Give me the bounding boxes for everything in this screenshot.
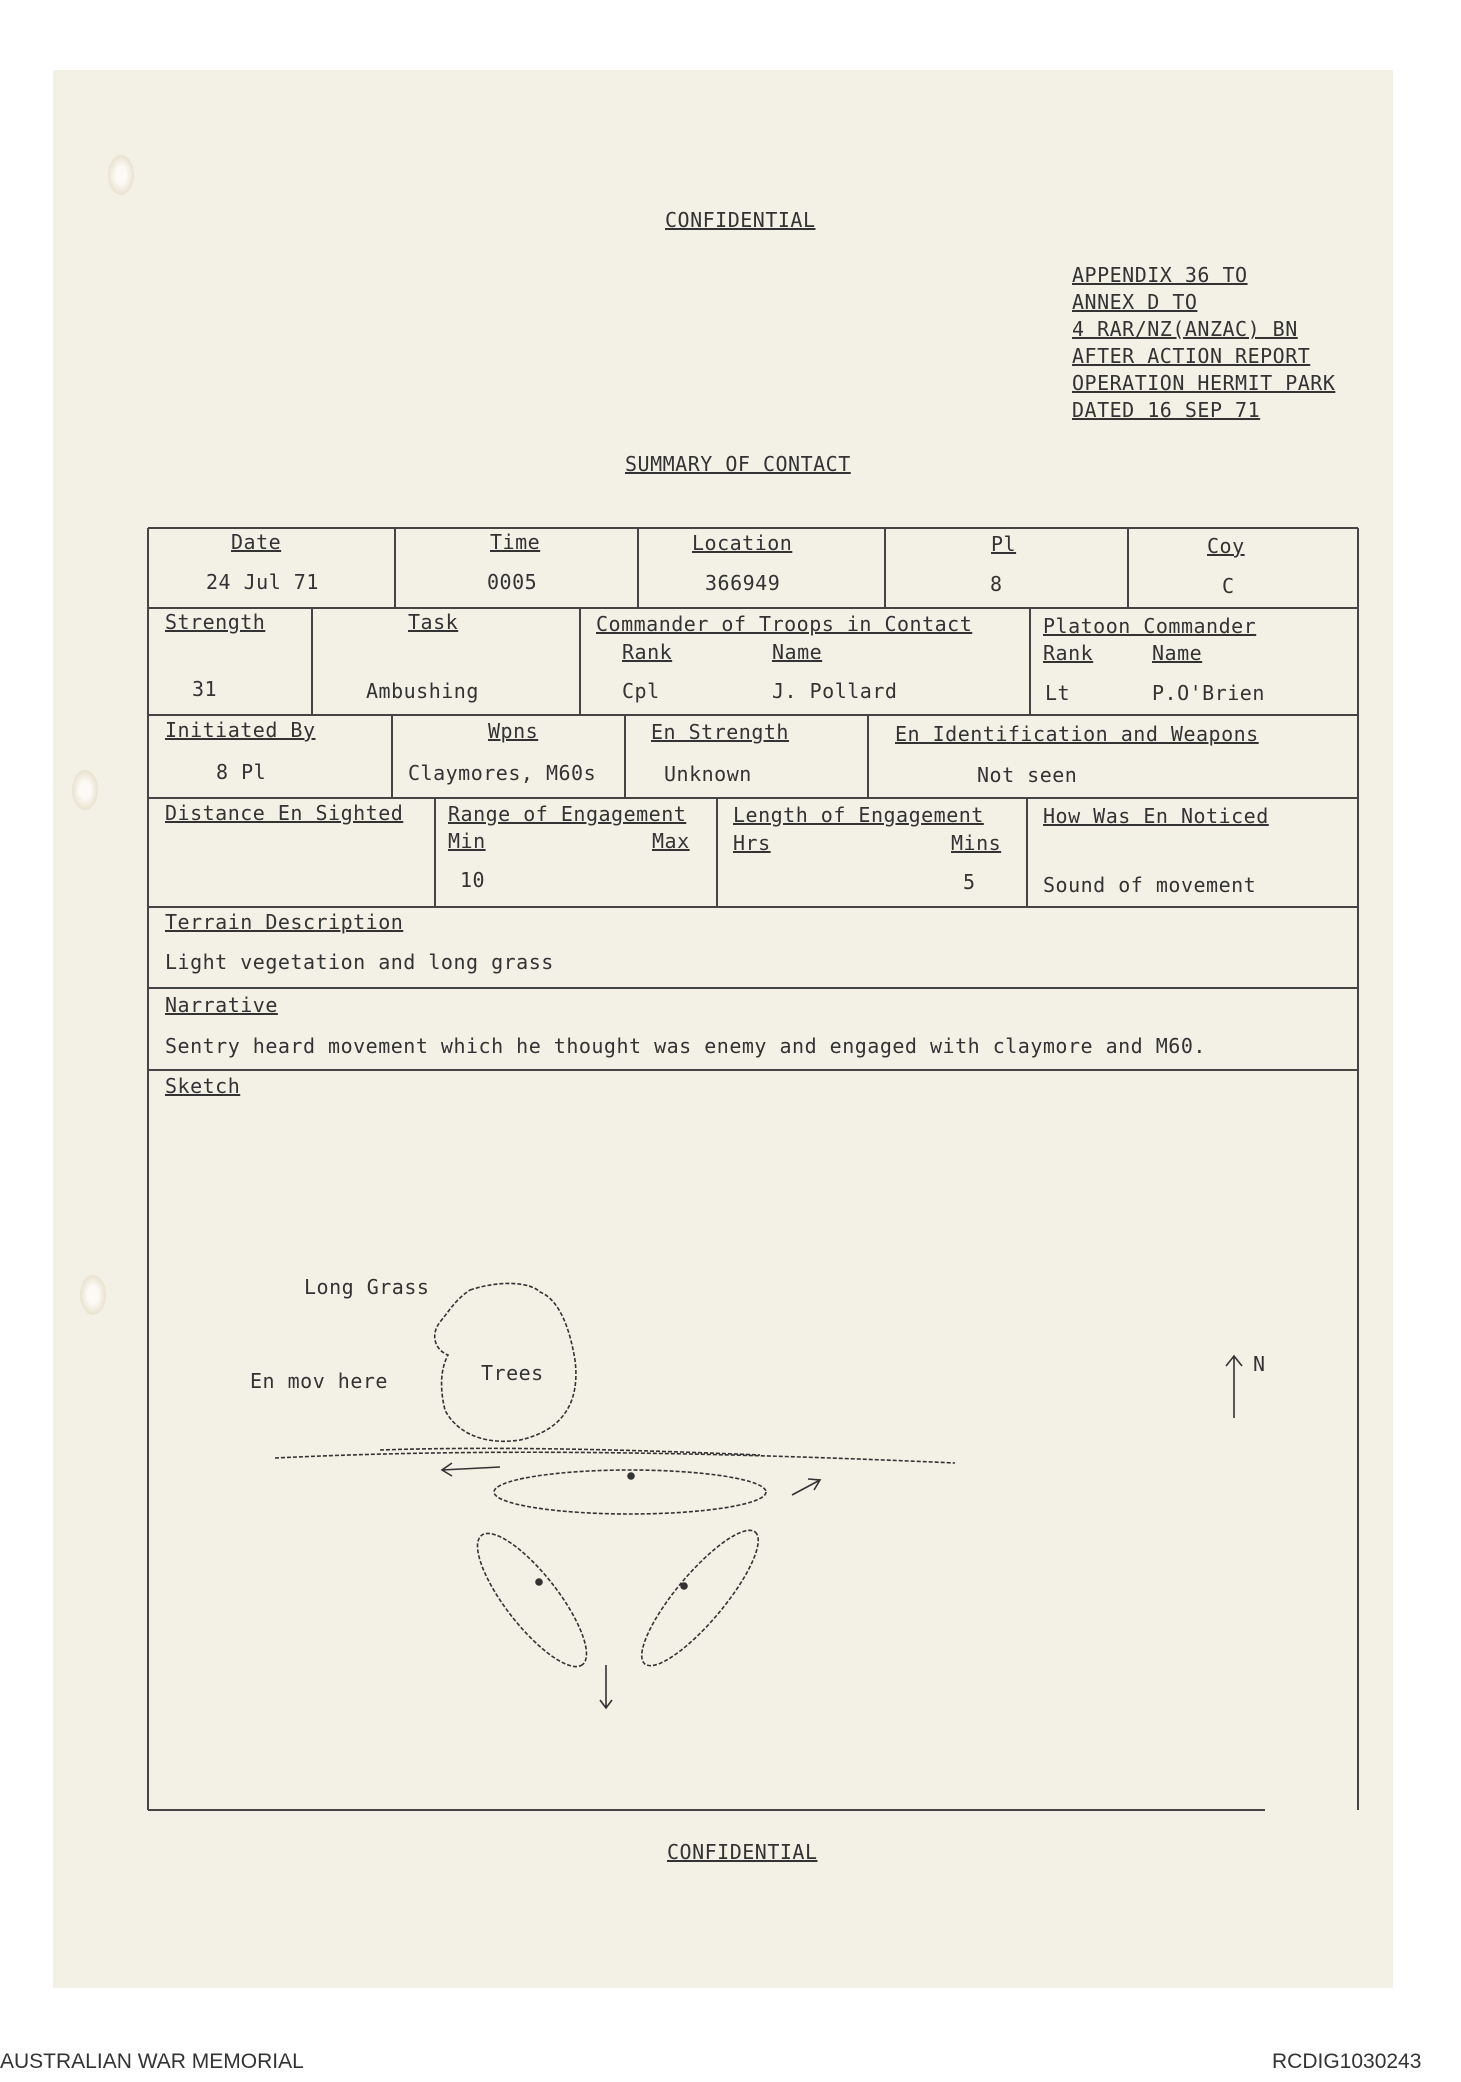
trees-outline — [435, 1283, 576, 1441]
narrative-label: Narrative — [165, 993, 278, 1017]
sketch-long-grass-label: Long Grass — [304, 1275, 430, 1299]
confidential-top: CONFIDENTIAL — [665, 208, 816, 232]
commander-rank-label: Rank — [622, 640, 673, 664]
en-strength-value: Unknown — [664, 762, 752, 786]
appendix-line-5: OPERATION HERMIT PARK — [1072, 371, 1336, 395]
location-value: 366949 — [705, 571, 781, 595]
sketch-en-mov-label: En mov here — [250, 1369, 388, 1393]
pc-rank-label: Rank — [1043, 641, 1094, 665]
pc-name-label: Name — [1152, 641, 1203, 665]
range-label: Range of Engagement — [448, 802, 687, 826]
strength-value: 31 — [192, 677, 218, 701]
time-label: Time — [490, 530, 541, 554]
length-label: Length of Engagement — [733, 803, 984, 827]
task-label: Task — [408, 610, 459, 634]
terrain-label: Terrain Description — [165, 910, 404, 934]
arrow-right — [792, 1479, 820, 1495]
initiated-value: 8 Pl — [216, 760, 267, 784]
coy-value: C — [1222, 574, 1235, 598]
wpns-value: Claymores, M60s — [408, 761, 597, 785]
sketch-label: Sketch — [165, 1074, 241, 1098]
pl-value: 8 — [990, 572, 1003, 596]
appendix-line-1: APPENDIX 36 TO — [1072, 263, 1248, 287]
commander-rank-value: Cpl — [622, 679, 660, 703]
position-dot-right — [681, 1583, 687, 1589]
arrow-left — [442, 1463, 500, 1476]
position-dot-left — [536, 1579, 542, 1585]
coy-label: Coy — [1207, 534, 1245, 558]
ambush-group-right — [626, 1517, 773, 1680]
north-arrow — [1226, 1356, 1242, 1418]
appendix-line-6: DATED 16 SEP 71 — [1072, 398, 1261, 422]
sketch-north-label: N — [1253, 1352, 1266, 1376]
length-mins-label: Mins — [951, 831, 1002, 855]
sketch-trees-label: Trees — [481, 1361, 544, 1385]
date-value: 24 Jul 71 — [206, 570, 319, 594]
commander-label: Commander of Troops in Contact — [596, 612, 973, 636]
pc-name-value: P.O'Brien — [1152, 681, 1265, 705]
task-value: Ambushing — [366, 679, 479, 703]
pc-rank-value: Lt — [1045, 681, 1071, 705]
arrow-down — [600, 1665, 612, 1708]
platoon-commander-label: Platoon Commander — [1043, 614, 1257, 638]
position-dot-top — [628, 1473, 634, 1479]
wpns-label: Wpns — [488, 719, 539, 743]
time-value: 0005 — [487, 570, 538, 594]
appendix-line-2: ANNEX D TO — [1072, 290, 1198, 314]
distance-label: Distance En Sighted — [165, 801, 404, 825]
en-ident-value: Not seen — [977, 763, 1078, 787]
appendix-line-3: 4 RAR/NZ(ANZAC) BN — [1072, 317, 1298, 341]
footer-right: RCDIG1030243 — [1272, 2050, 1422, 2073]
noticed-label: How Was En Noticed — [1043, 804, 1269, 828]
length-hrs-label: Hrs — [733, 831, 771, 855]
terrain-value: Light vegetation and long grass — [165, 950, 554, 974]
strength-label: Strength — [165, 610, 266, 634]
range-min-value: 10 — [460, 868, 486, 892]
range-max-label: Max — [652, 829, 690, 853]
footer-left: AUSTRALIAN WAR MEMORIAL — [0, 2050, 304, 2073]
confidential-bottom: CONFIDENTIAL — [667, 1840, 818, 1864]
commander-name-label: Name — [772, 640, 823, 664]
initiated-label: Initiated By — [165, 718, 316, 742]
narrative-value: Sentry heard movement which he thought was enemy and engaged with claymore and M60. — [165, 1034, 1206, 1058]
range-min-label: Min — [448, 829, 486, 853]
en-strength-label: En Strength — [651, 720, 789, 744]
ambush-group-left — [461, 1519, 603, 1680]
noticed-value: Sound of movement — [1043, 873, 1257, 897]
date-label: Date — [231, 530, 282, 554]
length-mins-value: 5 — [963, 870, 976, 894]
track-line-upper — [275, 1452, 955, 1463]
location-label: Location — [692, 531, 793, 555]
commander-name-value: J. Pollard — [772, 679, 898, 703]
summary-title: SUMMARY OF CONTACT — [625, 452, 851, 476]
appendix-line-4: AFTER ACTION REPORT — [1072, 344, 1311, 368]
pl-label: Pl — [991, 532, 1017, 556]
en-ident-label: En Identification and Weapons — [895, 722, 1259, 746]
